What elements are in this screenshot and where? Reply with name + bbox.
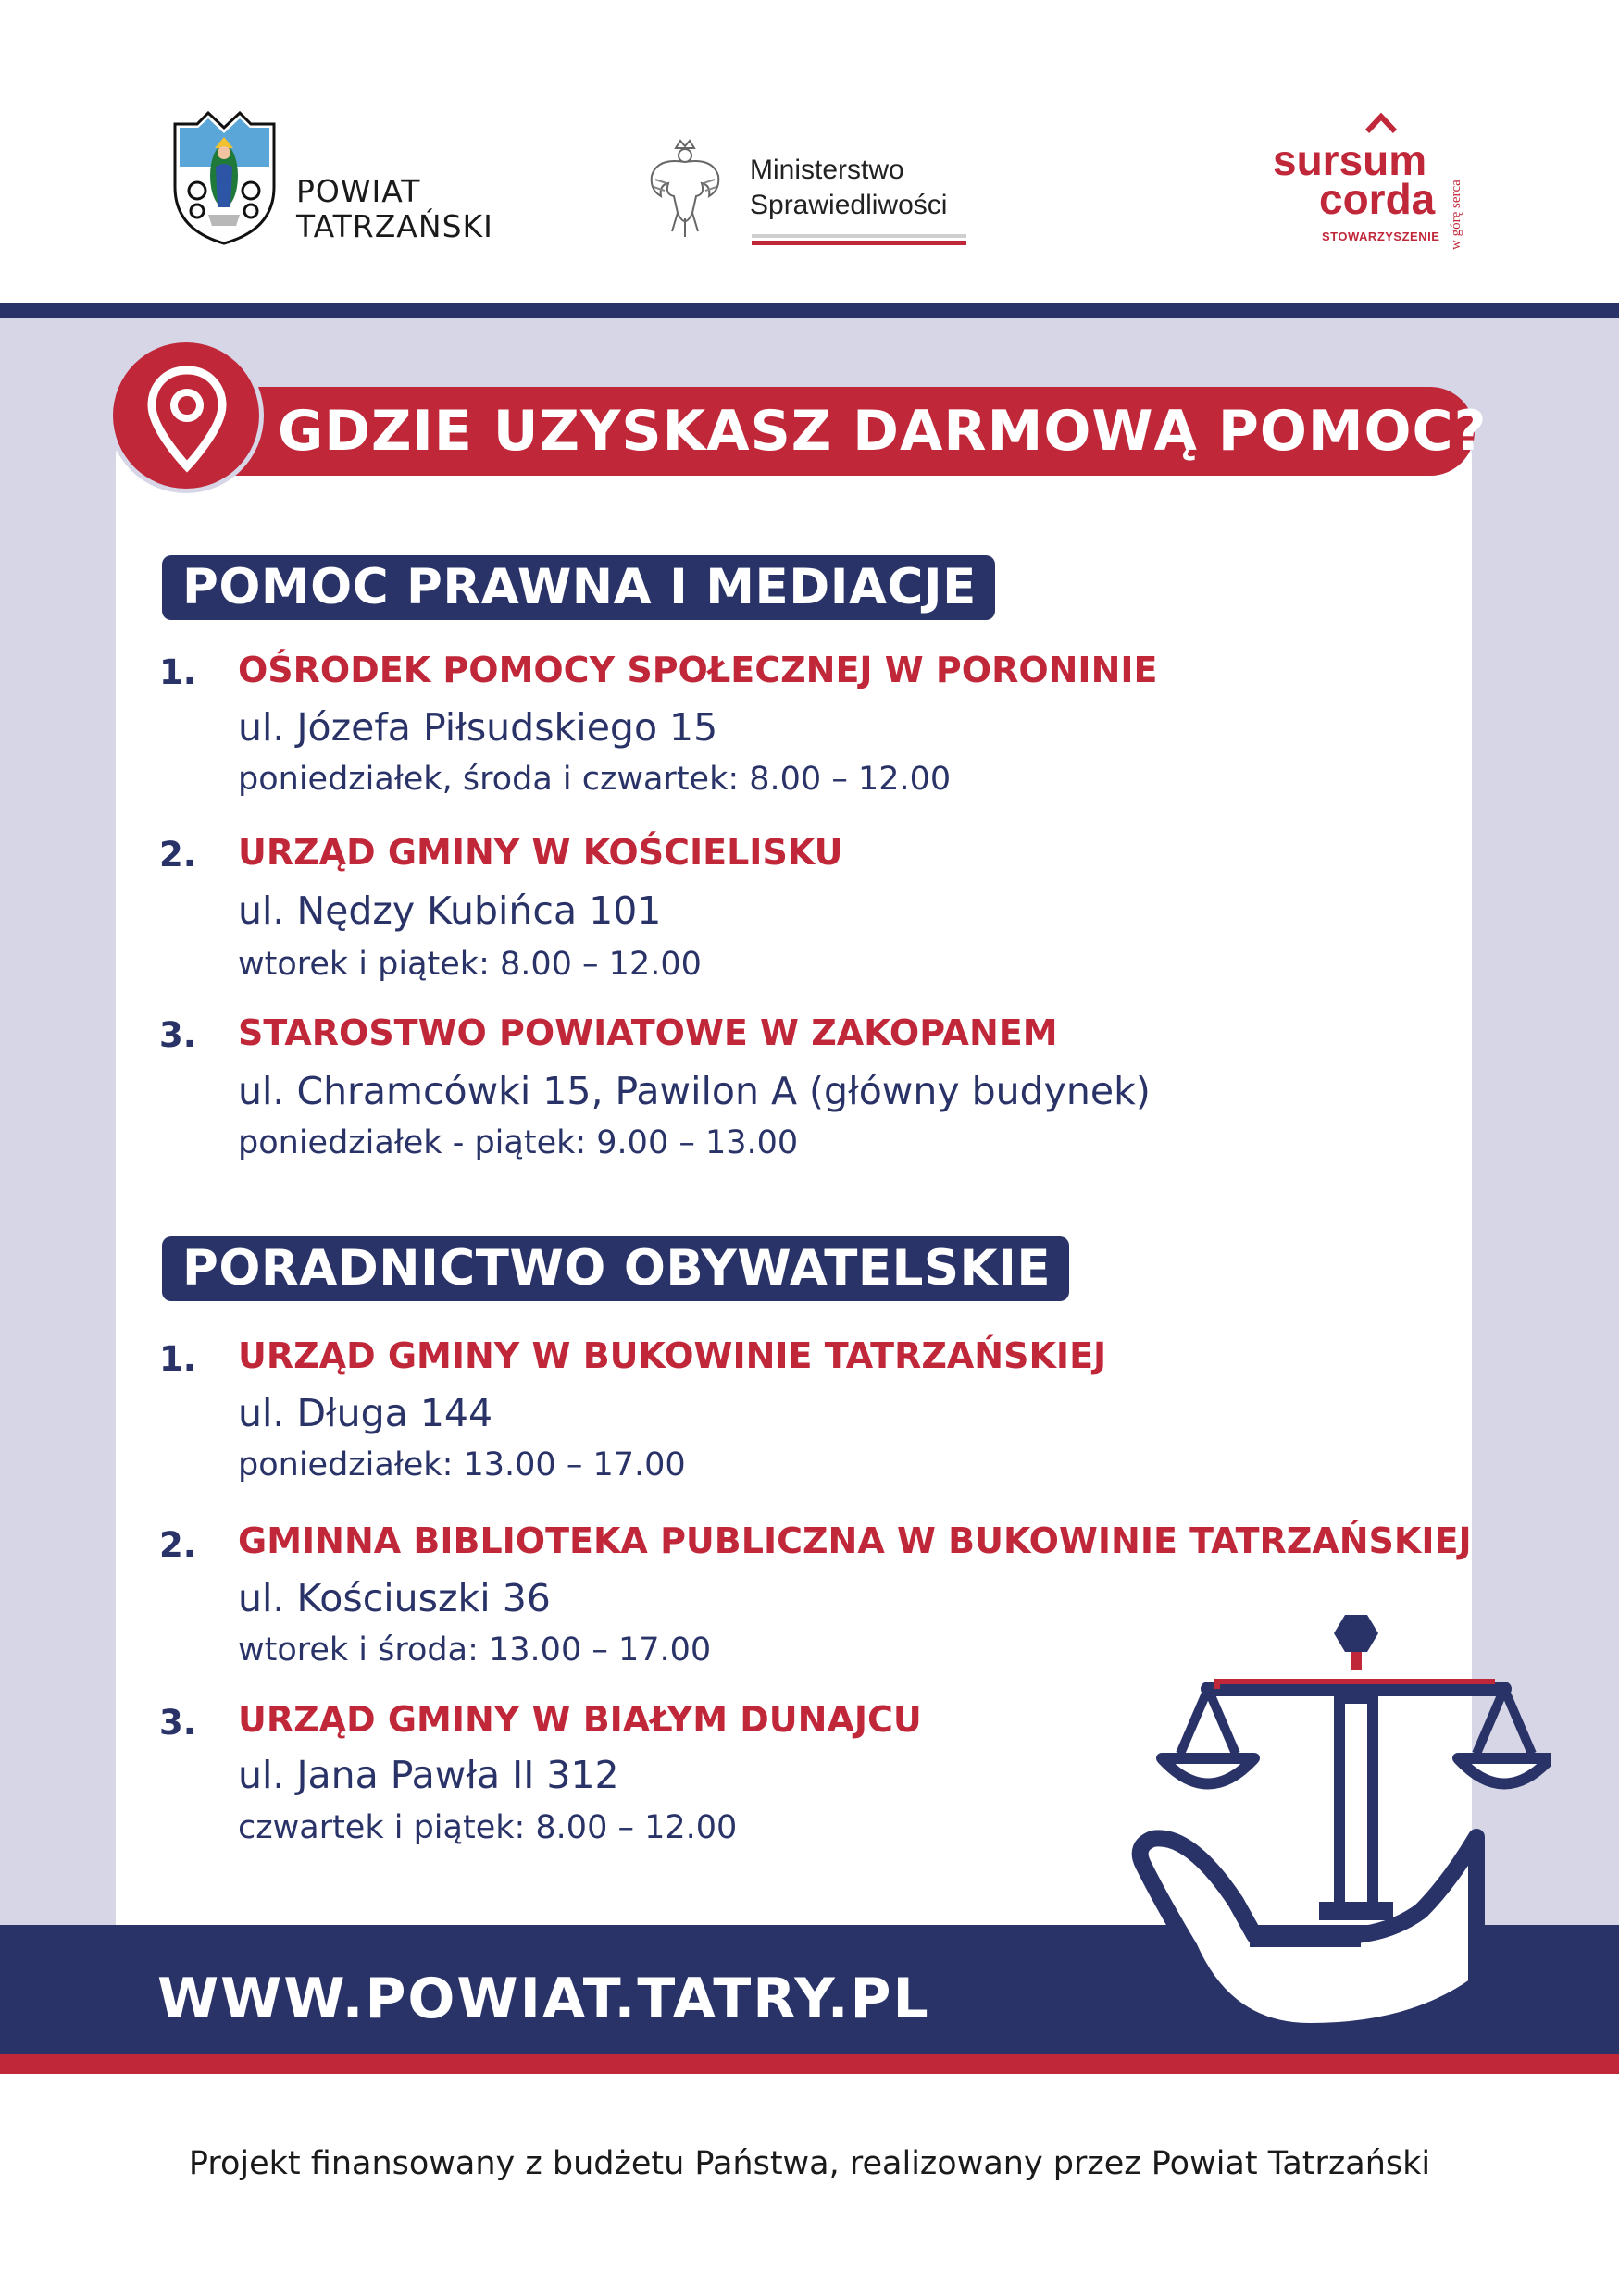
powiat-line1: POWIAT <box>296 173 421 209</box>
entry-address: ul. Jana Pawła II 312 <box>238 1753 619 1797</box>
powiat-name <box>296 174 493 244</box>
polish-eagle-icon <box>648 139 722 241</box>
top-navy-band <box>0 303 1619 318</box>
ministry-line1: Ministerstwo <box>750 155 904 185</box>
powiat-coat-of-arms-icon <box>171 111 278 245</box>
ministry-line2: Sprawiedliwości <box>750 190 948 220</box>
section-heading-legal-aid: POMOC PRAWNA I MEDIACJE <box>162 555 995 620</box>
entry-name: URZĄD GMINY W BIAŁYM DUNAJCU <box>238 1699 922 1740</box>
entry-address: ul. Nędzy Kubińca 101 <box>238 888 662 933</box>
section-heading-civic-advice: PORADNICTWO OBYWATELSKIE <box>162 1236 1069 1301</box>
w-gore-serca-text: w górę serca <box>1449 180 1463 250</box>
entry-hours: czwartek i piątek: 8.00 – 12.00 <box>238 1809 738 1846</box>
entry-name: OŚRODEK POMOCY SPOŁECZNEJ W PORONINIE <box>238 650 1158 690</box>
entry-address: ul. Józefa Piłsudskiego 15 <box>238 705 718 750</box>
entry-hours: poniedziałek - piątek: 9.00 – 13.00 <box>238 1124 799 1161</box>
entry-name: URZĄD GMINY W KOŚCIELISKU <box>238 832 843 873</box>
entry-number: 3. <box>159 1703 196 1743</box>
entry-number: 2. <box>159 1525 196 1565</box>
entry-hours: wtorek i piątek: 8.00 – 12.00 <box>238 946 702 983</box>
powiat-line2: TATRZAŃSKI <box>296 208 493 244</box>
ministry-name <box>750 153 947 223</box>
ministry-grey-bar <box>752 234 966 238</box>
entry-address: ul. Kościuszki 36 <box>238 1576 551 1620</box>
location-pin-icon <box>141 363 233 474</box>
stowarzyszenie-word: STOWARZYSZENIE <box>1322 230 1440 243</box>
roof-icon <box>1365 111 1397 135</box>
entry-number: 1. <box>159 652 196 692</box>
entry-hours: wtorek i środa: 13.00 – 17.00 <box>238 1632 712 1669</box>
powiat-tatrzanski-logo <box>171 111 504 250</box>
entry-number: 1. <box>159 1339 196 1379</box>
entry-number: 2. <box>159 835 196 875</box>
entry-address: ul. Długa 144 <box>238 1391 493 1435</box>
entry-name: GMINNA BIBLIOTEKA PUBLICZNA W BUKOWINIE TATRZAŃSKIEJ <box>238 1520 1472 1561</box>
ministry-of-justice-logo <box>648 139 981 250</box>
entry-number: 3. <box>159 1015 196 1055</box>
website-link[interactable]: WWW.POWIAT.TATRY.PL <box>157 1967 930 2031</box>
entry-name: STAROSTWO POWIATOWE W ZAKOPANEM <box>238 1012 1058 1053</box>
entry-hours: poniedziałek: 13.00 – 17.00 <box>238 1446 686 1483</box>
funding-note: Projekt finansowany z budżetu Państwa, realizowany przez Powiat Tatrzański <box>188 2145 1431 2182</box>
entry-hours: poniedziałek, środa i czwartek: 8.00 – 12.00 <box>238 761 952 798</box>
page-title: GDZIE UZYSKASZ DARMOWĄ POMOC? <box>278 399 1488 464</box>
sursum-corda-logo <box>1273 111 1486 259</box>
entry-name: URZĄD GMINY W BUKOWINIE TATRZAŃSKIEJ <box>238 1335 1107 1376</box>
entry-address: ul. Chramcówki 15, Pawilon A (główny budynek) <box>238 1069 1151 1113</box>
sursum-word: sursum <box>1273 136 1427 184</box>
scales-in-hand-icon <box>1125 1596 1551 2096</box>
ministry-red-bar <box>752 241 966 245</box>
corda-word: corda <box>1319 175 1436 223</box>
